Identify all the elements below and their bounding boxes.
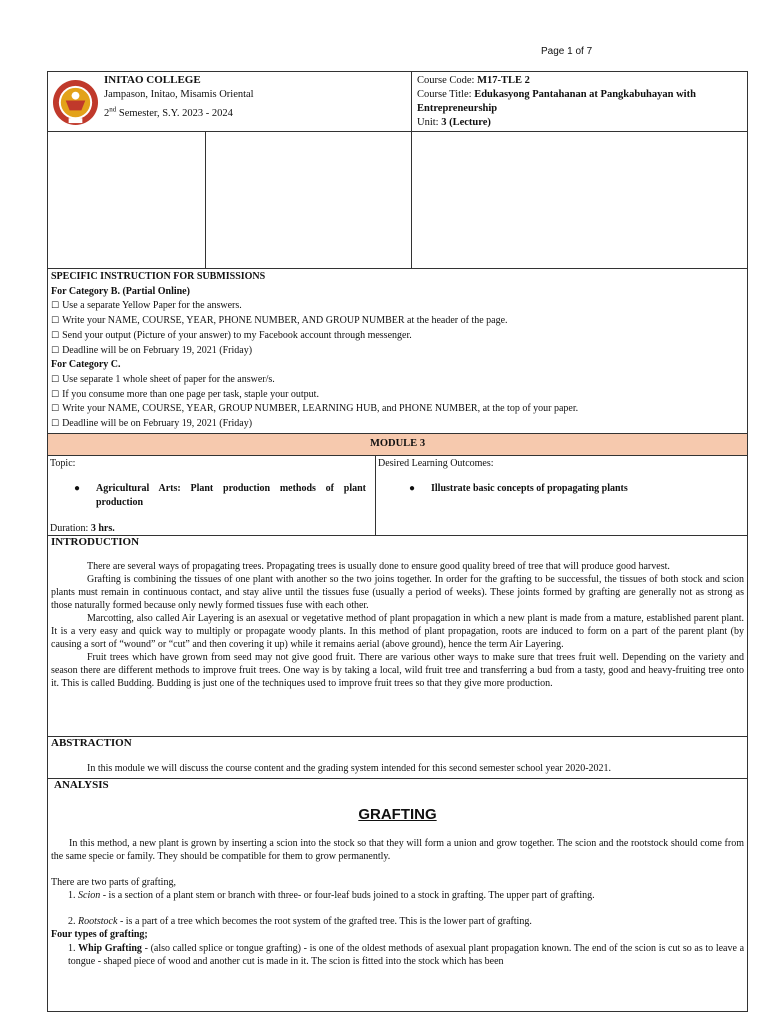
topic-item: ● Agricultural Arts: Plant production methods of plant production (74, 482, 366, 508)
duration: Duration: 3 hrs. (50, 522, 115, 534)
course-title: Course Title: Edukasyong Pantahanan at Pangkabuhayan with Entrepreneurship (417, 89, 696, 114)
checkbox-icon: ☐ (51, 404, 60, 415)
abstraction-title: ABSTRACTION (51, 736, 132, 749)
abstraction-section (48, 737, 747, 779)
bullet-icon: ● (74, 482, 81, 494)
course-unit: Unit: 3 (Lecture) (417, 117, 491, 128)
intro-paragraph: Fruit trees which have grown from seed may not give good fruit. There are various other ways to make sure that trees fruit well. Depending on the variety and season there are different methods to improve fruit trees. One way is by taking a local, wild fruit tree and transferring a bud from a tasty, good and heavy-fruiting tree onto it. This is called Budding. Budding is just one of the techniques used to improve fruit trees so that they give more production. (51, 651, 744, 689)
intro-paragraph: There are several ways of propagating trees. Propagating trees is usually done to ensure good quality breed of tree that will produce good harvest. (87, 560, 670, 572)
introduction-title: INTRODUCTION (51, 535, 140, 548)
checkbox-icon: ☐ (51, 316, 60, 327)
introduction-section (48, 536, 747, 737)
topic-label: Topic: (50, 457, 76, 469)
course-info (412, 72, 747, 131)
category-b-item: ☐ Deadline will be on February 19, 2021 (Friday) (51, 344, 253, 356)
category-c-title: For Category C. (51, 359, 121, 371)
college-info (48, 72, 412, 131)
submission-instructions (48, 269, 747, 434)
blank-boxes-row (48, 132, 747, 269)
category-b-item: ☐ Write your NAME, COURSE, YEAR, PHONE NUMBER, AND GROUP NUMBER at the header of the page. (51, 315, 508, 327)
checkbox-icon: ☐ (51, 389, 60, 400)
category-b-item: ☐ Use a separate Yellow Paper for the answers. (51, 300, 242, 312)
grafting-intro: In this method, a new plant is grown by inserting a scion into the stock so that they will form a union and grow together. The scion and the rootstock should come from the same specie or family. They should be compatible for them to grow permanently. (51, 837, 744, 863)
checkbox-icon: ☐ (51, 345, 60, 356)
semester: 2nd Semester, S.Y. 2023 - 2024 (104, 105, 233, 119)
category-c-item: ☐ Write your NAME, COURSE, YEAR, GROUP NUMBER, LEARNING HUB, and PHONE NUMBER, at the top of your paper. (51, 403, 579, 415)
blank-box-1 (48, 132, 206, 268)
course-code: Course Code: M17-TLE 2 (417, 75, 530, 86)
category-b-item: ☐ Send your output (Picture of your answer) to my Facebook account through messenger. (51, 329, 412, 341)
category-b-title: For Category B. (Partial Online) (51, 285, 190, 297)
module-document (47, 71, 748, 1012)
checkbox-icon: ☐ (51, 419, 60, 430)
college-seal-icon (52, 79, 99, 126)
category-c-item: ☐ Deadline will be on February 19, 2021 (Friday) (51, 418, 253, 430)
page-number: Page 1 of 7 (541, 46, 593, 57)
part-scion: 1. Scion - is a section of a plant stem or branch with three- or four-leaf buds joined to a stock in grafting. The upper part of grafting. (68, 890, 595, 902)
analysis-section (48, 779, 747, 1011)
dlo-label: Desired Learning Outcomes: (378, 457, 494, 469)
analysis-title: ANALYSIS (54, 778, 109, 791)
blank-box-2 (206, 132, 412, 268)
checkbox-icon: ☐ (51, 374, 60, 385)
types-title: Four types of grafting; (51, 929, 148, 941)
bullet-icon: ● (409, 482, 416, 494)
intro-paragraph: Grafting is combining the tissues of one plant with another so the two joins together. In order for the grafting to be successful, the tissues of both stock and scion plants must remain in continuous contact, and stay alive until the tissues fuse (usually a period of weeks). These joints formed by grafting are generally not as strong as those naturally formed because only newly formed tissues fuse with each other. (51, 573, 744, 611)
college-text (104, 73, 254, 121)
topic-cell (48, 456, 376, 535)
checkbox-icon: ☐ (51, 301, 60, 312)
header-row (48, 72, 747, 132)
college-address: Jampason, Initao, Misamis Oriental (104, 89, 254, 100)
category-c-item: ☐ Use separate 1 whole sheet of paper for the answer/s. (51, 373, 275, 385)
part-rootstock: 2. Rootstock - is a part of a tree which becomes the root system of the grafted tree. This is the lower part of grafting. (68, 915, 532, 927)
intro-paragraph: Marcotting, also called Air Layering is an asexual or vegetative method of plant propagation in which a new plant is made from a mature, established parent plant. It is a very easy and quick way to multiply or propagate woody plants. In this method of plant propagation, roots are induced to form on a part of the parent plant (by causing a sort of “wound” or “cut” and then covering it up) while it remains aerial (above ground), hence the term Air Layering. (51, 612, 744, 650)
parts-intro: There are two parts of grafting, (51, 876, 176, 888)
checkbox-icon: ☐ (51, 330, 60, 341)
grafting-heading: GRAFTING (358, 805, 437, 823)
abstraction-text: In this module we will discuss the course content and the grading system intended for this second semester school year 2020-2021. (87, 762, 612, 774)
instructions-title: SPECIFIC INSTRUCTION FOR SUBMISSIONS (51, 271, 266, 282)
category-c-item: ☐ If you consume more than one page per task, staple your output. (51, 388, 319, 400)
learning-outcomes-cell (376, 456, 747, 535)
college-name: INITAO COLLEGE (104, 74, 201, 86)
blank-box-3 (412, 132, 747, 268)
dlo-item: ● Illustrate basic concepts of propagating plants (409, 482, 628, 494)
module-banner: MODULE 3 (48, 434, 747, 456)
topic-row (48, 456, 747, 536)
type-whip-grafting: 1. Whip Grafting - (also called splice or tongue grafting) - is one of the oldest methods of asexual plant propagation known. The end of the scion is cut so as to leave a tongue - shaped piece of wood and another cut is made in it. The scion is fitted into the stock which has been (68, 942, 745, 968)
